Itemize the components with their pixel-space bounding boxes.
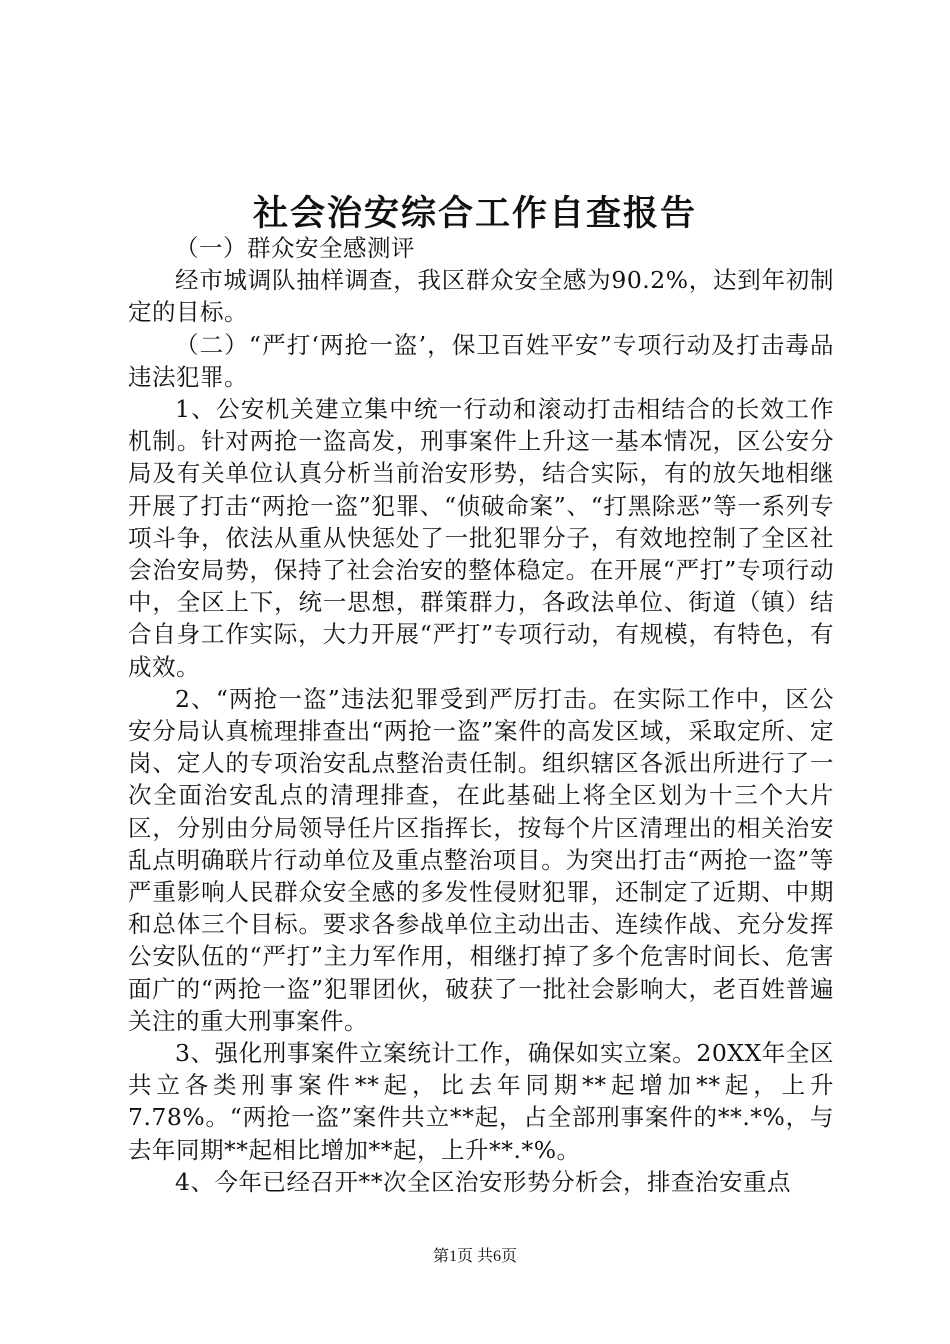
paragraph: 4、今年已经召开**次全区治安形势分析会，排查治安重点 <box>175 1167 791 1196</box>
paragraph: 3、强化刑事案件立案统计工作，确保如实立案。20XX年全区共立各类刑事案件**起，比去年同期**起增加**起，上升7.78%。“两抢一盗”案件共立**起，占全部刑事案件的**.*%，与去年同期**起相比增加**起，上升**.*%。 <box>128 1039 834 1164</box>
section-heading-1: （一）群众安全感测评 <box>175 234 415 262</box>
section-heading-2: （二）“严打‘两抢一盗’，保卫百姓平安”专项行动及打击毒品违法犯罪。 <box>128 330 834 391</box>
paragraph: 2、“两抢一盗”违法犯罪受到严厉打击。在实际工作中，区公安分局认真梳理排查出“两抢一盗”案件的高发区域，采取定所、定岗、定人的专项治安乱点整治责任制。组织辖区各派出所进行了一次全面治安乱点的清理排查，在此基础上将全区划为十三个大片区，分别由分局领导任片区指挥长，按每个片区清理出的相关治安乱点明确联片行动单位及重点整治项目。为突出打击“两抢一盗”等严重影响人民群众安全感的多发性侵财犯罪，还制定了近期、中期和总体三个目标。要求各参战单位主动出击、连续作战、充分发挥公安队伍的“严打”主力军作用，相继打掉了多个危害时间长、危害面广的“两抢一盗”犯罪团伙，破获了一批社会影响大，老百姓普遍关注的重大刑事案件。 <box>128 684 834 1035</box>
paragraph: 经市城调队抽样调查，我区群众安全感为90.2%，达到年初制定的目标。 <box>128 266 834 327</box>
paragraph: 1、公安机关建立集中统一行动和滚动打击相结合的长效工作机制。针对两抢一盗高发，刑事案件上升这一基本情况，区公安分局及有关单位认真分析当前治安形势，结合实际，有的放矢地相继开展了打击“两抢一盗”犯罪、“侦破命案”、“打黑除恶”等一系列专项斗争，依法从重从快惩处了一批犯罪分子，有效地控制了全区社会治安局势，保持了社会治安的整体稳定。在开展“严打”专项行动中，全区上下，统一思想，群策群力，各政法单位、街道（镇）结合自身工作实际，大力开展“严打”专项行动，有规模，有特色，有成效。 <box>128 395 834 681</box>
page-number: 第1页 共6页 <box>432 1248 517 1265</box>
document-body <box>128 232 834 1198</box>
document-title: 社会治安综合工作自查报告 <box>252 193 697 234</box>
